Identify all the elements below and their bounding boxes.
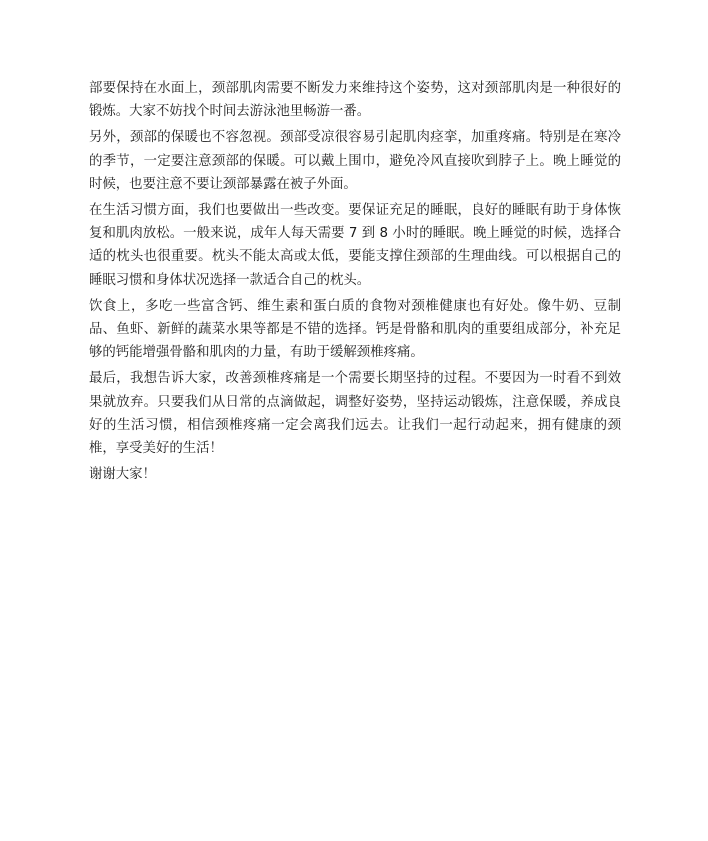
paragraph-warmth: 另外，颈部的保暖也不容忽视。颈部受凉很容易引起肌肉痉挛，加重疼痛。特别是在寒冷的季节，一定要注意颈部的保暖。可以戴上围巾，避免冷风直接吹到脖子上。晚上睡觉的时候，也要注意不要让颈部暴露在被子外面。 <box>89 130 621 192</box>
paragraph-swimming: 部要保持在水面上，颈部肌肉需要不断发力来维持这个姿势，这对颈部肌肉是一种很好的锻炼。大家不妨找个时间去游泳池里畅游一番。 <box>89 81 621 120</box>
paragraph-thanks: 谢谢大家！ <box>89 467 156 483</box>
paragraph-diet: 饮食上，多吃一些富含钙、维生素和蛋白质的食物对颈椎健康也有好处。像牛奶、豆制品、鱼虾、新鲜的蔬菜水果等都是不错的选择。钙是骨骼和肌肉的重要组成部分，补充足够的钙能增强骨骼和肌肉的力量，有助于缓解颈椎疼痛。 <box>89 298 621 361</box>
paragraph-habits: 在生活习惯方面，我们也要做出一些改变。要保证充足的睡眠，良好的睡眠有助于身体恢复和肌肉放松。一般来说，成年人每天需要 7 到 8 小时的睡眠。晚上睡觉的时候，选择合适的枕头也很重要。枕头不能太高或太低，要能支撑住颈部的生理曲线。可以根据自己的睡眠习惯和身体状况选择一款适合自己的枕头。 <box>89 203 621 288</box>
paragraph-conclusion: 最后，我想告诉大家，改善颈椎疼痛是一个需要长期坚持的过程。不要因为一时看不到效果就放弃。只要我们从日常的点滴做起，调整好姿势，坚持运动锻炼，注意保暖，养成良好的生活习惯，相信颈椎疼痛一定会离我们远去。让我们一起行动起来，拥有健康的颈椎，享受美好的生活！ <box>89 371 621 457</box>
document-body <box>89 77 621 489</box>
